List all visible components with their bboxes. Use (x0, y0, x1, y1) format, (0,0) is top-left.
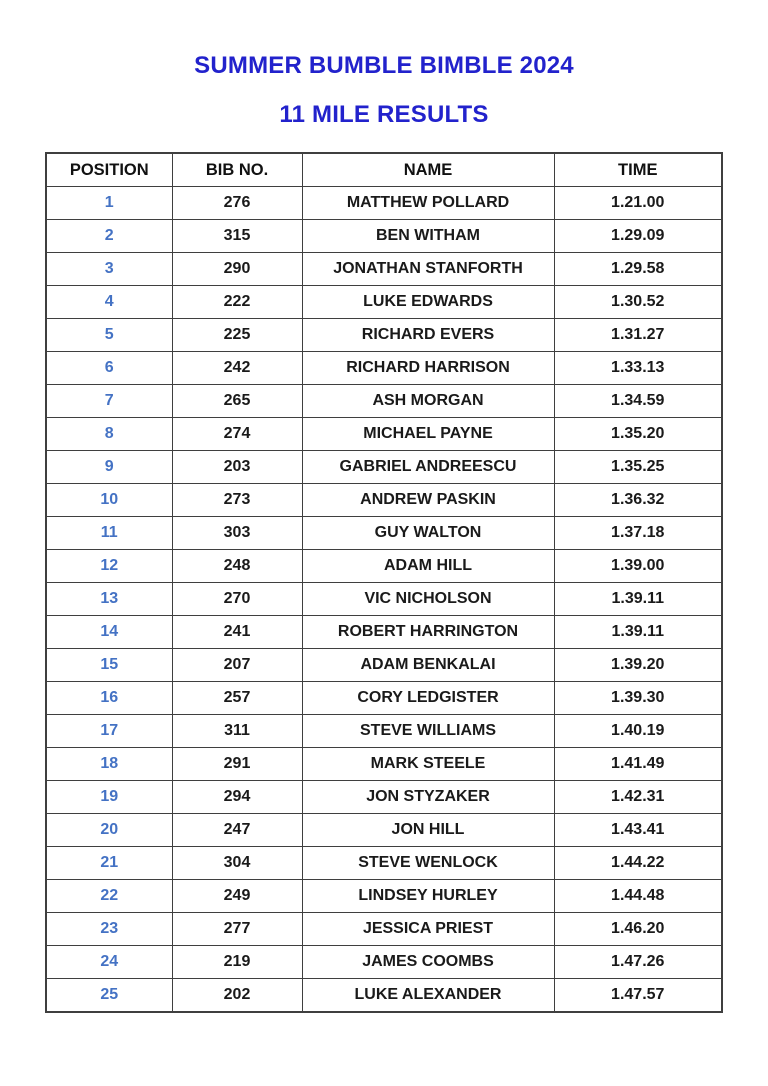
table-row (46, 847, 722, 880)
header-name: NAME (302, 153, 554, 187)
position-cell: 9 (46, 451, 172, 484)
time-cell: 1.39.30 (554, 682, 722, 715)
position-cell: 10 (46, 484, 172, 517)
name-cell: JAMES COOMBS (302, 946, 554, 979)
table-row (46, 418, 722, 451)
time-cell: 1.44.48 (554, 880, 722, 913)
name-cell: JONATHAN STANFORTH (302, 253, 554, 286)
time-cell: 1.35.25 (554, 451, 722, 484)
table-row (46, 385, 722, 418)
header-time: TIME (554, 153, 722, 187)
name-cell: MATTHEW POLLARD (302, 187, 554, 220)
position-cell: 14 (46, 616, 172, 649)
name-cell: VIC NICHOLSON (302, 583, 554, 616)
name-cell: ROBERT HARRINGTON (302, 616, 554, 649)
time-cell: 1.21.00 (554, 187, 722, 220)
name-cell: ANDREW PASKIN (302, 484, 554, 517)
name-cell: MARK STEELE (302, 748, 554, 781)
time-cell: 1.35.20 (554, 418, 722, 451)
table-row (46, 220, 722, 253)
position-cell: 19 (46, 781, 172, 814)
table-row (46, 319, 722, 352)
name-cell: GUY WALTON (302, 517, 554, 550)
position-cell: 13 (46, 583, 172, 616)
time-cell: 1.39.11 (554, 583, 722, 616)
position-cell: 8 (46, 418, 172, 451)
name-cell: LUKE EDWARDS (302, 286, 554, 319)
table-row (46, 682, 722, 715)
position-cell: 1 (46, 187, 172, 220)
position-cell: 4 (46, 286, 172, 319)
time-cell: 1.47.57 (554, 979, 722, 1013)
bib-cell: 276 (172, 187, 302, 220)
table-row (46, 187, 722, 220)
position-cell: 5 (46, 319, 172, 352)
position-cell: 17 (46, 715, 172, 748)
position-cell: 21 (46, 847, 172, 880)
time-cell: 1.30.52 (554, 286, 722, 319)
bib-cell: 257 (172, 682, 302, 715)
position-cell: 2 (46, 220, 172, 253)
name-cell: RICHARD EVERS (302, 319, 554, 352)
name-cell: RICHARD HARRISON (302, 352, 554, 385)
time-cell: 1.42.31 (554, 781, 722, 814)
time-cell: 1.29.09 (554, 220, 722, 253)
name-cell: GABRIEL ANDREESCU (302, 451, 554, 484)
position-cell: 11 (46, 517, 172, 550)
position-cell: 12 (46, 550, 172, 583)
table-row (46, 946, 722, 979)
bib-cell: 265 (172, 385, 302, 418)
position-cell: 15 (46, 649, 172, 682)
table-row (46, 616, 722, 649)
time-cell: 1.40.19 (554, 715, 722, 748)
table-row (46, 979, 722, 1013)
time-cell: 1.43.41 (554, 814, 722, 847)
bib-cell: 290 (172, 253, 302, 286)
bib-cell: 311 (172, 715, 302, 748)
position-cell: 23 (46, 913, 172, 946)
table-row (46, 484, 722, 517)
table-row (46, 550, 722, 583)
time-cell: 1.47.26 (554, 946, 722, 979)
bib-cell: 225 (172, 319, 302, 352)
bib-cell: 248 (172, 550, 302, 583)
name-cell: JON HILL (302, 814, 554, 847)
position-cell: 25 (46, 979, 172, 1013)
name-cell: JESSICA PRIEST (302, 913, 554, 946)
bib-cell: 274 (172, 418, 302, 451)
name-cell: ADAM BENKALAI (302, 649, 554, 682)
results-table-header (46, 153, 722, 187)
name-cell: STEVE WILLIAMS (302, 715, 554, 748)
header-position: POSITION (46, 153, 172, 187)
bib-cell: 304 (172, 847, 302, 880)
time-cell: 1.41.49 (554, 748, 722, 781)
position-cell: 6 (46, 352, 172, 385)
bib-cell: 222 (172, 286, 302, 319)
time-cell: 1.46.20 (554, 913, 722, 946)
name-cell: MICHAEL PAYNE (302, 418, 554, 451)
time-cell: 1.33.13 (554, 352, 722, 385)
bib-cell: 242 (172, 352, 302, 385)
table-row (46, 814, 722, 847)
bib-cell: 315 (172, 220, 302, 253)
position-cell: 20 (46, 814, 172, 847)
bib-cell: 294 (172, 781, 302, 814)
time-cell: 1.44.22 (554, 847, 722, 880)
table-row (46, 583, 722, 616)
name-cell: ASH MORGAN (302, 385, 554, 418)
bib-cell: 249 (172, 880, 302, 913)
bib-cell: 273 (172, 484, 302, 517)
bib-cell: 203 (172, 451, 302, 484)
position-cell: 24 (46, 946, 172, 979)
name-cell: STEVE WENLOCK (302, 847, 554, 880)
bib-cell: 207 (172, 649, 302, 682)
time-cell: 1.34.59 (554, 385, 722, 418)
bib-cell: 303 (172, 517, 302, 550)
time-cell: 1.36.32 (554, 484, 722, 517)
bib-cell: 202 (172, 979, 302, 1013)
name-cell: LUKE ALEXANDER (302, 979, 554, 1013)
name-cell: BEN WITHAM (302, 220, 554, 253)
table-row (46, 715, 722, 748)
table-row (46, 649, 722, 682)
position-cell: 3 (46, 253, 172, 286)
position-cell: 22 (46, 880, 172, 913)
results-table-body (46, 187, 722, 1013)
table-row (46, 913, 722, 946)
bib-cell: 241 (172, 616, 302, 649)
position-cell: 18 (46, 748, 172, 781)
bib-cell: 291 (172, 748, 302, 781)
table-row (46, 451, 722, 484)
table-row (46, 748, 722, 781)
table-row (46, 880, 722, 913)
table-row (46, 253, 722, 286)
header-row (46, 153, 722, 187)
bib-cell: 270 (172, 583, 302, 616)
name-cell: JON STYZAKER (302, 781, 554, 814)
name-cell: ADAM HILL (302, 550, 554, 583)
time-cell: 1.31.27 (554, 319, 722, 352)
results-table (45, 152, 723, 1013)
time-cell: 1.37.18 (554, 517, 722, 550)
bib-cell: 277 (172, 913, 302, 946)
position-cell: 7 (46, 385, 172, 418)
table-row (46, 352, 722, 385)
table-row (46, 781, 722, 814)
time-cell: 1.39.20 (554, 649, 722, 682)
bib-cell: 247 (172, 814, 302, 847)
table-row (46, 286, 722, 319)
bib-cell: 219 (172, 946, 302, 979)
name-cell: LINDSEY HURLEY (302, 880, 554, 913)
position-cell: 16 (46, 682, 172, 715)
header-bib: BIB NO. (172, 153, 302, 187)
page-title-distance: 11 MILE RESULTS (279, 101, 489, 128)
page-title-event: SUMMER BUMBLE BIMBLE 2024 (194, 52, 574, 79)
table-row (46, 517, 722, 550)
time-cell: 1.29.58 (554, 253, 722, 286)
time-cell: 1.39.00 (554, 550, 722, 583)
time-cell: 1.39.11 (554, 616, 722, 649)
name-cell: CORY LEDGISTER (302, 682, 554, 715)
